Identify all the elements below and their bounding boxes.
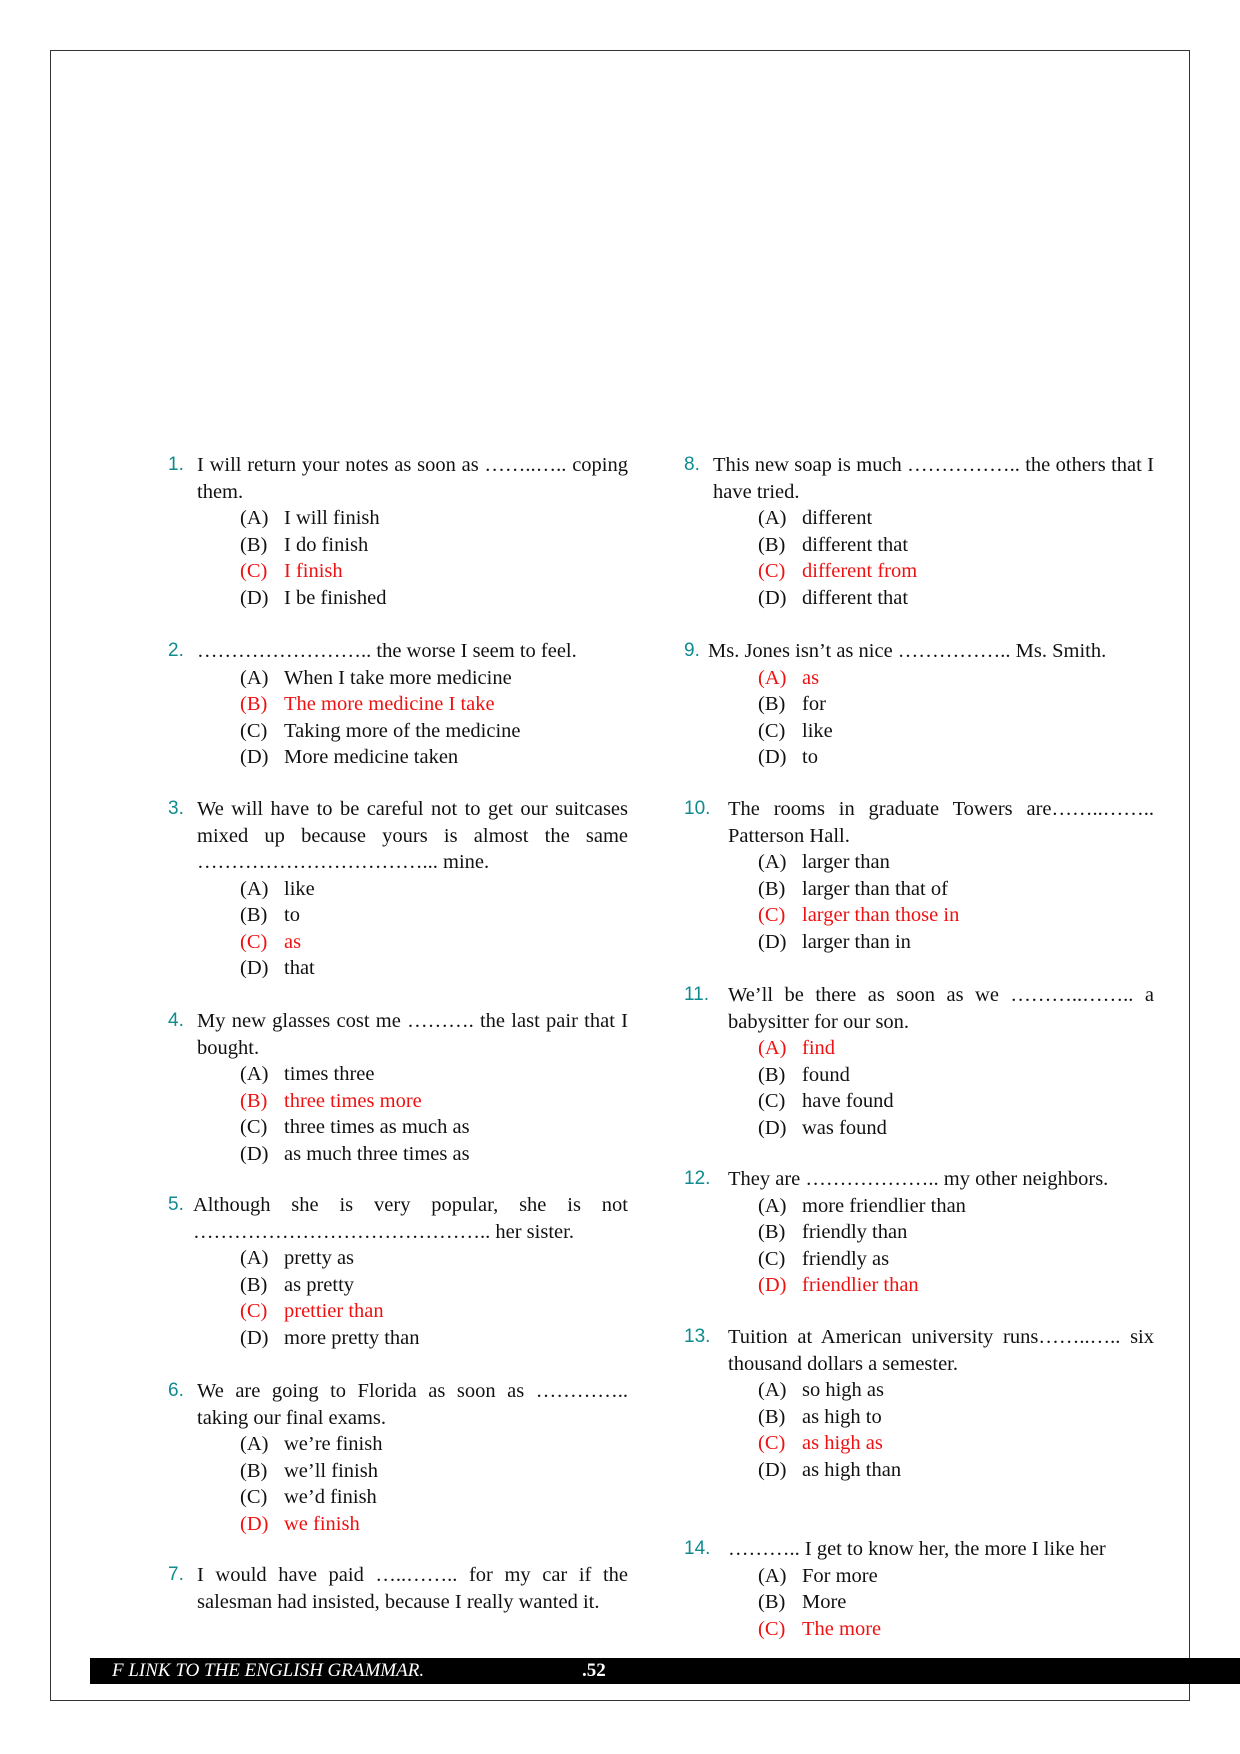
answer-option-c[interactable]: (C) prettier than [240, 1300, 384, 1322]
question-text: We will have to be careful not to get our suitcases mixed up because yours is almost the same ……………………………... mine. [197, 798, 628, 873]
answer-option-d[interactable]: (D) I be finished [240, 586, 387, 609]
question-11 [684, 982, 1154, 1141]
answer-option-d[interactable]: (D) to [758, 746, 818, 768]
question-number: 5. [168, 1194, 184, 1215]
answer-option-d[interactable]: (D) as high than [758, 1458, 902, 1481]
question-stem [684, 1166, 1154, 1193]
question-stem [168, 1008, 628, 1061]
answer-option-a[interactable]: (A) larger than [758, 851, 890, 873]
answer-option-b[interactable]: (B) different that [758, 533, 909, 556]
question-number: 14. [684, 1538, 711, 1559]
answer-option-a[interactable]: (A) For more [758, 1564, 878, 1587]
question-text: …………………….. the worse I seem to feel. [197, 640, 577, 662]
question-stem [684, 1324, 1154, 1377]
answer-options [168, 1245, 628, 1351]
question-number: 2. [168, 640, 184, 661]
answer-option-b[interactable]: (B) larger than that of [758, 877, 948, 900]
answer-option-a[interactable]: (A) I will finish [240, 507, 380, 529]
answer-options [684, 849, 1154, 955]
answer-options [168, 505, 628, 611]
answer-option-c[interactable]: (C) Taking more of the medicine [240, 719, 521, 742]
answer-option-a[interactable]: (A) pretty as [240, 1247, 355, 1269]
question-stem [168, 1192, 628, 1245]
answer-option-c[interactable]: (C) as [240, 930, 302, 953]
answer-option-b[interactable]: (B) to [240, 904, 300, 926]
answer-option-a[interactable]: (A) times three [240, 1063, 375, 1085]
question-stem [168, 1562, 628, 1615]
question-stem [168, 1378, 628, 1431]
answer-option-b[interactable]: (B) found [758, 1063, 850, 1086]
question-text: This new soap is much …………….. the others that I have tried. [713, 454, 1154, 503]
answer-option-b[interactable]: (B) friendly than [758, 1221, 908, 1243]
question-12 [684, 1166, 1154, 1299]
answer-option-c[interactable]: (C) The more [758, 1617, 882, 1640]
answer-option-c[interactable]: (C) friendly as [758, 1247, 890, 1270]
question-1 [168, 452, 628, 611]
answer-option-b[interactable]: (B) More [758, 1591, 847, 1613]
answer-option-a[interactable]: (A) like [240, 877, 315, 900]
answer-options [684, 665, 1154, 771]
question-number: 9. [684, 640, 700, 661]
question-text: I will return your notes as soon as ……..….. coping them. [197, 454, 628, 503]
question-4 [168, 1008, 628, 1167]
question-text: Tuition at American university runs……..….. six thousand dollars a semester. [728, 1326, 1154, 1375]
question-3 [168, 796, 628, 982]
question-number: 6. [168, 1380, 184, 1401]
answer-options [684, 1563, 1154, 1643]
answer-options [168, 665, 628, 771]
answer-option-b[interactable]: (B) as high to [758, 1405, 882, 1428]
answer-option-c[interactable]: (C) different from [758, 560, 918, 582]
answer-options [684, 1193, 1154, 1299]
question-text: The rooms in graduate Towers are……..…….. Patterson Hall. [728, 798, 1154, 847]
answer-option-c[interactable]: (C) we’d finish [240, 1486, 377, 1508]
answer-option-d[interactable]: (D) larger than in [758, 930, 911, 953]
question-9 [684, 638, 1154, 771]
answer-option-d[interactable]: (D) friendlier than [758, 1274, 919, 1296]
question-stem [168, 638, 628, 665]
page-number: .52 [582, 1660, 606, 1681]
answer-option-d[interactable]: (D) More medicine taken [240, 746, 459, 768]
answer-option-c[interactable]: (C) have found [758, 1090, 894, 1112]
question-number: 3. [168, 798, 184, 819]
question-stem [684, 982, 1154, 1035]
answer-options [168, 876, 628, 982]
question-stem [684, 638, 1154, 665]
question-number: 12. [684, 1168, 711, 1189]
answer-option-c[interactable]: (C) larger than those in [758, 904, 960, 926]
question-stem [684, 452, 1154, 505]
question-7 [168, 1562, 628, 1615]
answer-option-c[interactable]: (C) three times as much as [240, 1116, 470, 1138]
question-number: 13. [684, 1326, 711, 1347]
answer-options [684, 1035, 1154, 1141]
answer-option-c[interactable]: (C) as high as [758, 1432, 883, 1454]
answer-option-a[interactable]: (A) more friendlier than [758, 1194, 966, 1217]
footer-title: F LINK TO THE ENGLISH GRAMMAR. [112, 1660, 425, 1681]
question-8 [684, 452, 1154, 611]
answer-option-a[interactable]: (A) different [758, 507, 873, 529]
answer-option-d[interactable]: (D) as much three times as [240, 1142, 470, 1165]
question-14 [684, 1536, 1154, 1642]
question-number: 4. [168, 1010, 184, 1031]
question-stem [684, 1536, 1154, 1563]
footer-bar [90, 1658, 1240, 1684]
question-number: 7. [168, 1564, 184, 1585]
question-number: 11. [684, 984, 710, 1005]
answer-option-b[interactable]: (B) we’ll finish [240, 1459, 378, 1482]
answer-options [684, 1377, 1154, 1483]
answer-option-b[interactable]: (B) three times more [240, 1089, 422, 1112]
question-stem [168, 796, 628, 876]
answer-options [684, 505, 1154, 611]
answer-option-c[interactable]: (C) like [758, 719, 833, 742]
question-text: We’ll be there as soon as we ………..…….. a babysitter for our son. [728, 984, 1154, 1033]
question-text: Although she is very popular, she is not …………………………………….. her sister. [193, 1194, 628, 1243]
answer-option-d[interactable]: (D) different that [758, 586, 909, 609]
question-stem [684, 796, 1154, 849]
question-text: We are going to Florida as soon as ………….. taking our final exams. [197, 1380, 628, 1429]
answer-option-d[interactable]: (D) we finish [240, 1512, 360, 1535]
answer-option-d[interactable]: (D) was found [758, 1116, 887, 1139]
answer-options [168, 1431, 628, 1537]
answer-options [168, 1061, 628, 1167]
answer-option-a[interactable]: (A) When I take more medicine [240, 666, 512, 689]
question-13 [684, 1324, 1154, 1483]
answer-option-c[interactable]: (C) I finish [240, 560, 343, 582]
question-2 [168, 638, 628, 771]
question-6 [168, 1378, 628, 1537]
answer-option-a[interactable]: (A) so high as [758, 1379, 884, 1401]
question-stem [168, 452, 628, 505]
question-number: 10. [684, 798, 711, 819]
answer-option-b[interactable]: (B) for [758, 693, 826, 715]
question-number: 1. [168, 454, 184, 475]
answer-option-d[interactable]: (D) more pretty than [240, 1326, 420, 1349]
answer-option-b[interactable]: (B) The more medicine I take [240, 693, 495, 715]
question-text: Ms. Jones isn’t as nice …………….. Ms. Smith. [708, 640, 1107, 662]
answer-option-a[interactable]: (A) we’re finish [240, 1433, 383, 1455]
question-text: They are ……………….. my other neighbors. [728, 1168, 1109, 1190]
answer-option-a[interactable]: (A) find [758, 1037, 836, 1059]
question-text: I would have paid …..…….. for my car if the salesman had insisted, because I really wanted it. [197, 1564, 628, 1613]
question-number: 8. [684, 454, 700, 475]
answer-option-b[interactable]: (B) as pretty [240, 1273, 355, 1296]
question-10 [684, 796, 1154, 955]
question-5 [168, 1192, 628, 1351]
answer-option-b[interactable]: (B) I do finish [240, 533, 369, 556]
answer-option-d[interactable]: (D) that [240, 957, 315, 979]
question-text: My new glasses cost me ………. the last pair that I bought. [197, 1010, 628, 1059]
answer-option-a[interactable]: (A) as [758, 666, 820, 689]
question-text: ……….. I get to know her, the more I like her [728, 1538, 1106, 1560]
